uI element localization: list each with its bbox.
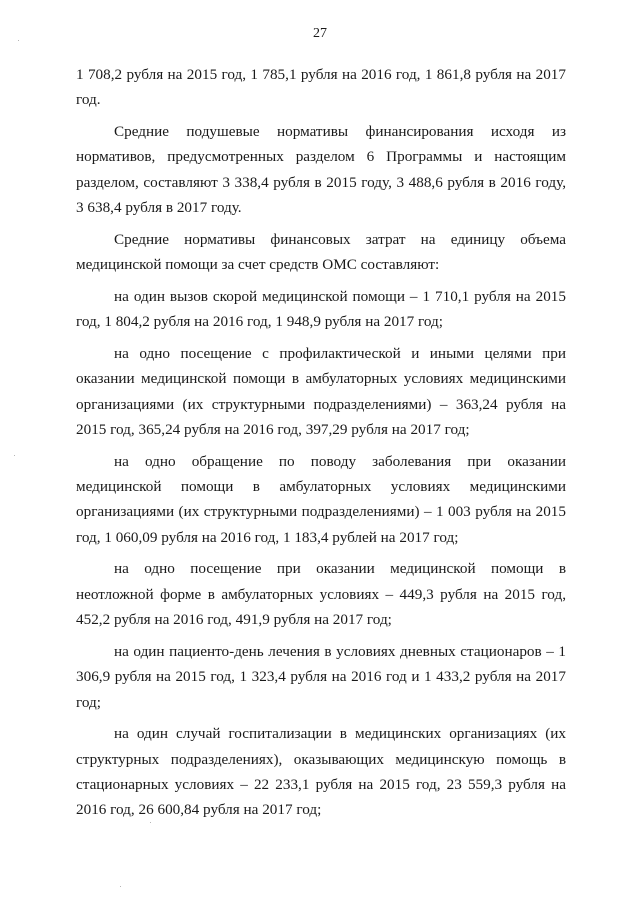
paragraph-day-hospital: на один пациенто-день лечения в условиях дневных стационаров – 1 306,9 рубля на 2015 год, 1 323,4 рубля на 2016 год и 1 433,2 рубля на 2017 год; (76, 642, 566, 711)
paragraph-per-capita-norms: Средние подушевые нормативы финансирования исходя из нормативов, предусмотренных разделом 6 Программы и настоящим разделом, составляют 3 338,4 рубля в 2015 году, 3 488,6 рубля в 2016 году, 3 638,4 рубля в 2017 году. (76, 123, 566, 217)
document-body (76, 62, 566, 829)
paragraph-ambulance-call: на один вызов скорой медицинской помощи – 1 710,1 рубля на 2015 год, 1 804,2 рубля на 2016 год, 1 948,9 рубля на 2017 год; (76, 287, 566, 331)
paragraph-disease-visit: на одно обращение по поводу заболевания при оказании медицинской помощи в амбулаторных условиях медицинскими организациями (их структурными подразделениями) – 1 003 рубля на 2015 год, 1 060,09 рубля на 2016 год, 1 183,4 рублей на 2017 год; (76, 452, 566, 546)
paragraph-preventive-visit: на одно посещение с профилактической и иными целями при оказании медицинской помощи в амбулаторных условиях медицинскими организациями (их структурными подразделениями) – 363,24 рубля на 2015 год, 365,24 рубля на 2016 год, 397,29 рубля на 2017 год; (76, 344, 566, 439)
paragraph-oms-cost-norms-intro: Средние нормативы финансовых затрат на единицу объема медицинской помощи за счет средств ОМС составляют: (76, 230, 566, 274)
paragraph-continuation: 1 708,2 рубля на 2015 год, 1 785,1 рубля на 2016 год, 1 861,8 рубля на 2017 год. (76, 66, 566, 109)
page-number: 27 (313, 26, 327, 41)
paragraph-urgent-visit: на одно посещение при оказании медицинской помощи в неотложной форме в амбулаторных условиях – 449,3 рубля на 2015 год, 452,2 рубля на 2016 год, 491,9 рубля на 2017 год; (76, 560, 566, 629)
scan-artifact (14, 455, 15, 456)
paragraph-hospitalization: на один случай госпитализации в медицинских организациях (их структурных подразделениях), оказывающих медицинскую помощь в стационарных условиях – 22 233,1 рубля на 2015 год, 23 559,3 рубля на 2016 год, 26 600,84 рубля на 2017 год; (76, 725, 566, 819)
scan-artifact (150, 822, 151, 823)
scan-artifact (18, 40, 19, 41)
scan-artifact (120, 886, 121, 887)
